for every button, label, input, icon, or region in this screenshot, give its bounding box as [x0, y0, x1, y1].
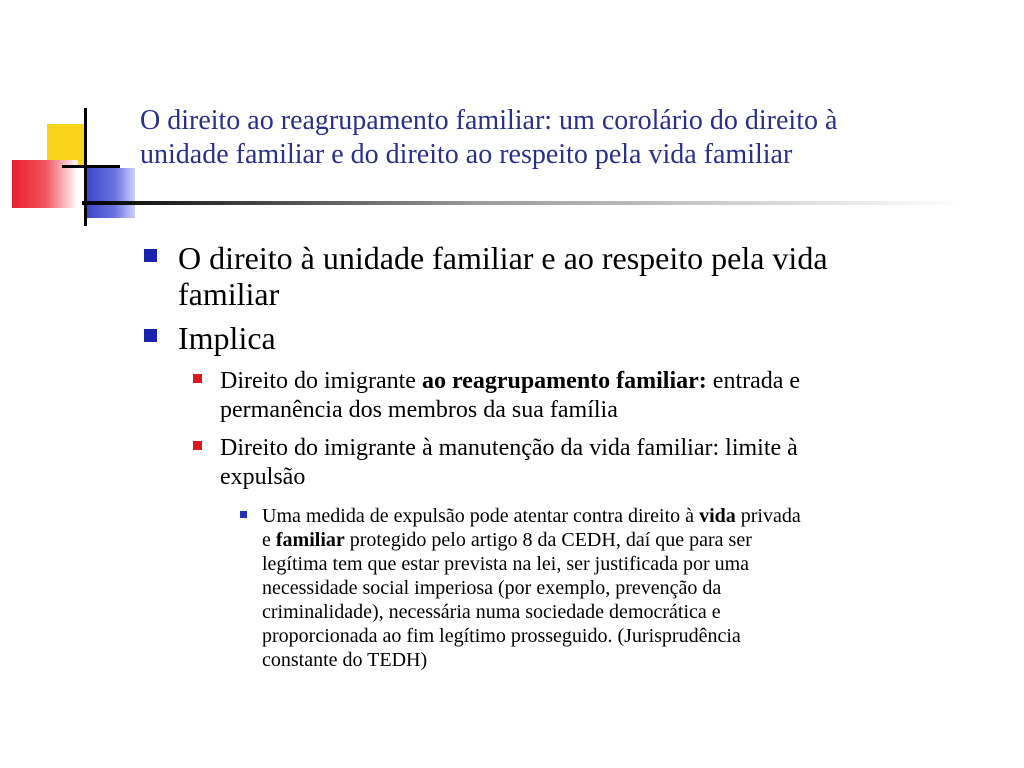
slide-title-line: O direito ao reagrupamento familiar: um corolário do direito à: [140, 105, 838, 136]
bullet-level1: [178, 320, 978, 356]
bold-text-run: ao reagrupamento familiar:: [421, 368, 707, 394]
bullet-text-line: expulsão: [220, 464, 306, 490]
logo-horizontal-line: [62, 165, 120, 168]
square-bullet-icon: [193, 441, 202, 450]
bullet-text: familiar: [178, 276, 280, 312]
bullet-text-line: necessidade social imperiosa (por exemplo, prevenção da: [262, 577, 722, 599]
bullet-level2: [220, 367, 1010, 425]
bullet-level3: [262, 504, 1002, 672]
bold-text-run: familiar: [275, 529, 345, 551]
text-run: Uma medida de expulsão pode atentar contra direito à: [262, 505, 700, 527]
slide-title-line: unidade familiar e do direito ao respeito pela vida familiar: [140, 139, 793, 170]
slide-title: [140, 104, 1000, 172]
text-run: Direito do imigrante: [220, 368, 422, 394]
bullet-text-line: Direito do imigrante à manutenção da vida familiar: limite à: [220, 435, 798, 461]
square-bullet-icon: [144, 329, 157, 342]
bullet-level2: [220, 434, 1010, 492]
square-bullet-icon: [193, 374, 202, 383]
bullet-text-line: [262, 504, 1002, 528]
logo-blue-square: [85, 168, 135, 218]
title-underline-rule: [82, 201, 962, 205]
bullet-text-line: [220, 367, 1010, 396]
bold-text-run: vida: [699, 505, 736, 527]
text-run: e: [262, 529, 276, 551]
square-bullet-icon: [240, 511, 247, 518]
bullet-text-line: proporcionada ao fim legítimo prosseguido. (Jurisprudência: [262, 625, 741, 647]
bullet-text-line: constante do TEDH): [262, 649, 428, 671]
bullet-text: O direito à unidade familiar e ao respeito pela vida: [178, 240, 828, 276]
bullet-text-line: permanência dos membros da sua família: [220, 397, 618, 423]
square-bullet-icon: [144, 249, 157, 262]
bullet-level1: [178, 240, 978, 312]
bullet-text: Implica: [178, 320, 276, 356]
bullet-text-line: [262, 528, 1002, 552]
text-run: entrada e: [706, 368, 801, 394]
bullet-text-line: legítima tem que estar prevista na lei, ser justificada por uma: [262, 553, 750, 575]
text-run: protegido pelo artigo 8 da CEDH, daí que para ser: [344, 529, 752, 551]
bullet-text-line: criminalidade), necessária numa sociedade democrática e: [262, 601, 721, 623]
text-run: privada: [735, 505, 801, 527]
